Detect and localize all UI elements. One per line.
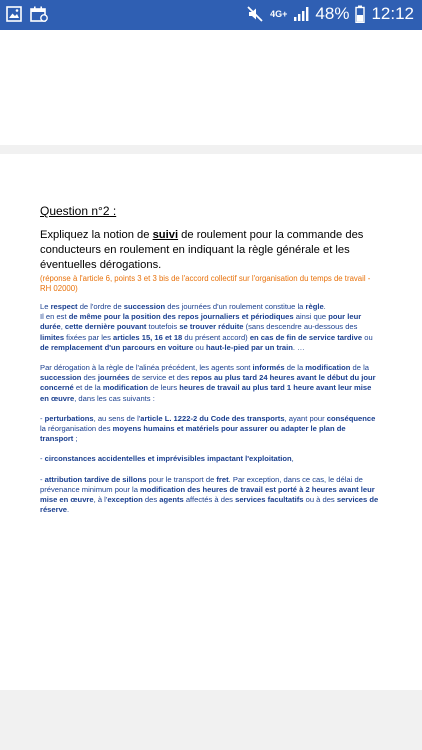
body-text: ou à des [303,495,337,505]
emphasis-text: de remplacement d'un parcours en voiture [40,342,194,352]
emphasis-text: conséquence [326,413,376,423]
emphasis-text: articles 15, 16 et 18 [113,332,183,342]
body-text: du présent accord) [182,332,250,342]
emphasis-text: heures de travail au plus tard 1 heure avant leur mise en œuvre [40,383,372,403]
emphasis-text: succession [123,302,166,311]
body-text: . Par exception, dans ce cas, le délai de prévenance minimum pour la [40,474,363,494]
body-text: la réorganisation des [40,424,113,434]
calendar-icon [30,6,48,23]
emphasis-text: services facultatifs [235,495,304,505]
body-text: , ayant pour [284,413,327,423]
emphasis-text: haut-le-pied par un train [205,342,293,352]
body-text: Il en est [40,312,69,322]
emphasis-text: article L. 1222-2 du Code des transports [140,413,285,423]
body-text: , [60,322,65,332]
body-text: , [291,454,294,464]
emphasis-text: cette dernière pouvant [64,322,147,332]
body-text: , à l' [93,495,108,505]
body-text: , au sens de l' [93,413,141,423]
body-text: - [40,474,45,484]
answer-paragraph [40,454,380,464]
answer-paragraph [40,312,380,353]
battery-percent: 48% [315,4,350,23]
body-text: . … [292,342,305,352]
mute-icon [246,5,264,23]
body-text: de la [284,363,306,373]
body-text: de la [350,363,370,373]
emphasis-text: modification [102,383,149,393]
question-keyword: suivi [152,229,179,241]
body-text: . [323,302,326,311]
page-separator-top [0,145,422,154]
body-text: affectés à des [183,495,236,505]
emphasis-text: moyens humains et matériels pour assurer ou adapter le plan de transport [40,424,346,444]
answer-paragraph [40,302,380,312]
network-type: 4G+ [270,8,288,19]
emphasis-text: pour leur durée [40,312,362,332]
answer-paragraph [40,475,380,516]
emphasis-text: règle [305,302,324,311]
body-text: fixées par les [64,332,114,342]
emphasis-text: repos [191,373,212,383]
emphasis-text: se trouver réduite [179,322,244,332]
body-text: - [40,454,45,464]
body-text: des [81,373,98,383]
emphasis-text: journées [97,373,130,383]
question-text: Expliquez la notion de suivi de roulement pour la commande des conducteurs en roulement en indiquant la règle générale et les éventuelles dérogations. [40,229,364,271]
body-text: Par dérogation à la règle de l'alinéa précédent, les agents sont [40,363,253,373]
body-text: Le [40,302,51,311]
body-text: de l'ordre de [77,302,124,311]
emphasis-text: modification des heures de travail est porté à 2 heures avant leur mise en œuvre [40,484,375,505]
emphasis-text: agents [159,495,184,505]
body-text: . [67,505,70,515]
answer-paragraph [40,363,380,404]
body-text: des [142,495,160,505]
emphasis-text: modification [305,363,351,373]
emphasis-text: au plus tard 24 heures avant le début du jour concerné [40,373,376,393]
battery-icon [355,5,365,23]
body-text: pour le transport de [146,474,217,484]
clock: 12:12 [371,4,414,23]
emphasis-text: de même pour la position des repos journaliers et périodiques [68,312,294,322]
body-text: toutefois [146,322,180,332]
body-text: de leurs [148,383,180,393]
emphasis-text: informés [252,363,285,373]
body-text: ; [73,434,78,444]
emphasis-text: exception [107,495,143,505]
signal-icon [293,6,309,22]
emphasis-text: succession [40,373,82,383]
body-text: - [40,413,45,423]
document-page[interactable] [40,204,380,515]
answer-paragraph [40,414,380,445]
emphasis-text: en cas de fin de service tardive [249,332,363,342]
reference-note: (réponse à l'article 6, points 3 et 3 bis de l'accord collectif sur l'organisation du temps de travail - RH 02000) [40,274,371,293]
emphasis-text: limites [40,332,65,342]
body-text: de service et des [129,373,192,383]
emphasis-text: attribution tardive de sillons [44,474,147,484]
body-text: des journées d'un roulement constitue la [165,302,306,311]
body-text: ainsi que [293,312,329,322]
page-separator-bottom [0,690,422,750]
emphasis-text: respect [50,302,78,311]
emphasis-text: fret [216,474,229,484]
image-icon [6,6,22,22]
body-text: et de la [73,383,103,393]
body-text: (sans descendre au-dessous des [243,322,358,332]
body-text: ou [193,342,206,352]
body-text: , dans les cas suivants : [74,393,155,403]
emphasis-text: perturbations [44,413,94,423]
status-bar [0,0,422,30]
question-title: Question n°2 : [40,204,117,218]
emphasis-text: services de réserve [40,495,379,515]
emphasis-text: circonstances accidentelles et imprévisibles impactant l'exploitation [44,454,292,464]
body-text: ou [362,332,373,342]
